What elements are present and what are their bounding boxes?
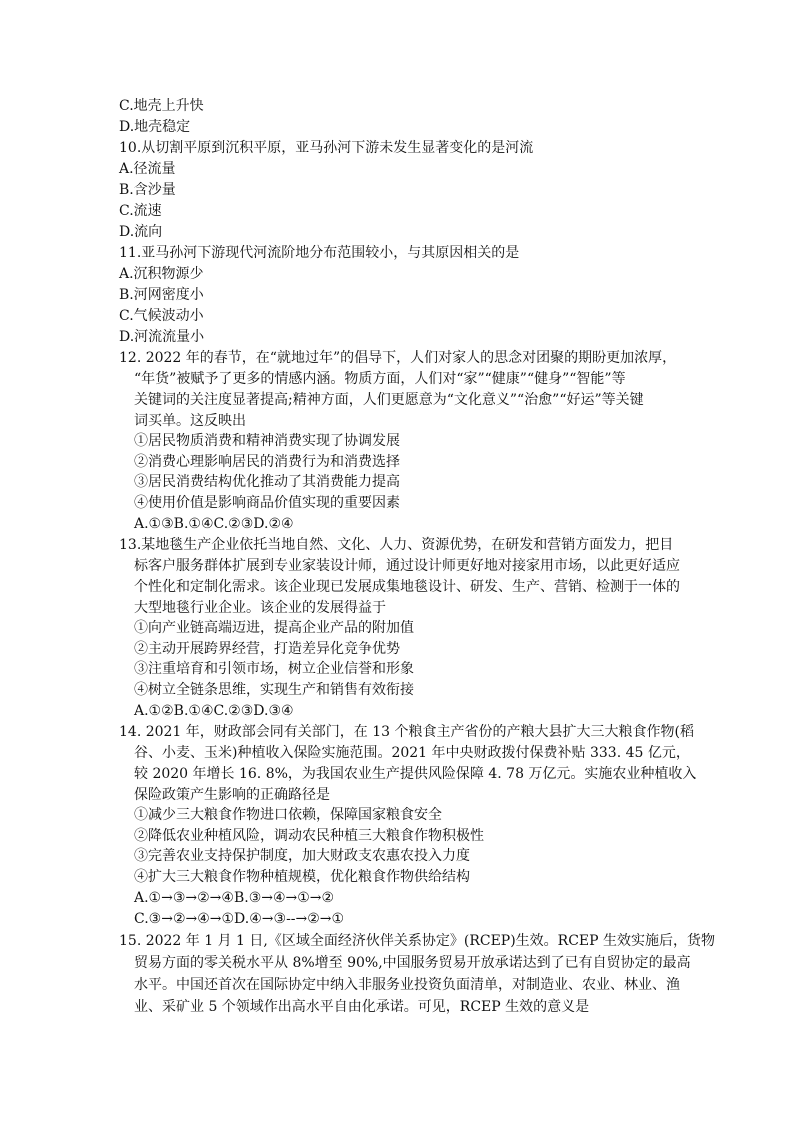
q15-stem-line-2: 贸易方面的零关税水平从 8%增至 90%,中国服务贸易开放承诺达到了已有自贸协定的最高 xyxy=(134,955,691,971)
q11-option-d: D.河流流量小 xyxy=(119,329,205,345)
q11-option-a: A.沉积物源少 xyxy=(119,266,204,282)
q14-item-2: ②降低农业种植风险，调动农民种植三大粮食作物积极性 xyxy=(134,828,484,844)
q13-choices: A.①②B.①④C.②③D.③④ xyxy=(134,703,294,719)
q13-item-1: ①向产业链高端迈进，提高企业产品的附加值 xyxy=(134,620,414,636)
q14-stem-line-1: 14. 2021 年，财政部会同有关部门，在 13 个粮食主产省份的产粮大县扩大三大粮食作物(稻 xyxy=(119,724,694,740)
q11-option-b: B.河网密度小 xyxy=(119,287,204,303)
q13-stem-line-1: 13.某地毯生产企业依托当地自然、文化、人力、资源优势，在研发和营销方面发力，把目 xyxy=(119,537,674,553)
q12-item-1: ①居民物质消费和精神消费实现了协调发展 xyxy=(134,433,400,449)
q10-stem: 10.从切割平原到沉积平原，亚马孙河下游未发生显著变化的是河流 xyxy=(119,140,534,156)
q13-stem-line-2: 标客户服务群体扩展到专业家装设计师，通过设计师更好地对接家用市场，以此更好适应 xyxy=(134,558,680,574)
q13-item-4: ④树立全链条思维，实现生产和销售有效衔接 xyxy=(134,682,414,698)
q14-item-4: ④扩大三大粮食作物种植规模，优化粮食作物供给结构 xyxy=(134,869,470,885)
q14-stem-line-3: 较 2020 年增长 16. 8%，为我国农业生产提供风险保障 4. 78 万亿元。实施农业种植收入 xyxy=(134,766,697,782)
q14-stem-line-2: 谷、小麦、玉米)种植收入保险实施范围。2021 年中央财政拨付保费补贴 333. 45 亿元， xyxy=(134,745,690,761)
q14-choices-cd: C.③→②→④→①D.④→③--→②→① xyxy=(134,911,345,927)
q15-stem-line-1: 15. 2022 年 1 月 1 日,《区域全面经济伙伴关系协定》(RCEP)生效。RCEP 生效实施后，货物 xyxy=(119,933,716,949)
q12-item-2: ②消费心理影响居民的消费行为和消费选择 xyxy=(134,454,400,470)
q10-option-c: C.流速 xyxy=(119,203,162,219)
q12-stem-line-3: 关键词的关注度显著提高;精神方面，人们更愿意为“文化意义”“治愈”“好运”等关键 xyxy=(134,392,644,408)
q15-stem-line-3: 水平。中国还首次在国际协定中纳入非服务业投资负面清单，对制造业、农业、林业、渔 xyxy=(134,977,680,993)
q14-choices-ab: A.①→③→②→④B.③→④→①→② xyxy=(134,890,335,906)
q14-stem-line-4: 保险政策产生影响的正确路径是 xyxy=(134,787,330,803)
q12-stem-line-2: “年货”被赋予了更多的情感内涵。物质方面，人们对“家”“健康”“健身”“智能”等 xyxy=(134,371,626,387)
q12-item-3: ③居民消费结构优化推动了其消费能力提高 xyxy=(134,474,400,490)
q13-stem-line-3: 个性化和定制化需求。该企业现已发展成集地毯设计、研发、生产、营销、检测于一体的 xyxy=(134,579,680,595)
q11-option-c: C.气候波动小 xyxy=(119,308,204,324)
q12-choices: A.①③B.①④C.②③D.②④ xyxy=(134,516,294,532)
q14-item-3: ③完善农业支持保护制度，加大财政支农惠农投入力度 xyxy=(134,848,470,864)
q13-item-2: ②主动开展跨界经营，打造差异化竞争优势 xyxy=(134,641,400,657)
q10-option-b: B.含沙量 xyxy=(119,182,176,198)
q12-stem-line-1: 12. 2022 年的春节，在“就地过年”的倡导下，人们对家人的思念对团聚的期盼更加浓厚， xyxy=(119,350,677,366)
q12-item-4: ④使用价值是影响商品价值实现的重要因素 xyxy=(134,495,400,511)
q10-option-a: A.径流量 xyxy=(119,161,176,177)
q13-item-3: ③注重培育和引领市场，树立企业信誉和形象 xyxy=(134,661,414,677)
q10-option-d: D.流向 xyxy=(119,224,163,240)
q9-option-d: D.地壳稳定 xyxy=(119,119,191,135)
q15-stem-line-4: 业、采矿业 5 个领域作出高水平自由化承诺。可见，RCEP 生效的意义是 xyxy=(134,999,590,1015)
q12-stem-line-4: 词买单。这反映出 xyxy=(134,413,246,429)
q11-stem: 11.亚马孙河下游现代河流阶地分布范围较小，与其原因相关的是 xyxy=(119,245,520,261)
q13-stem-line-4: 大型地毯行业企业。该企业的发展得益于 xyxy=(134,600,386,616)
q14-item-1: ①减少三大粮食作物进口依赖，保障国家粮食安全 xyxy=(134,807,442,823)
q9-option-c: C.地壳上升快 xyxy=(119,98,204,114)
